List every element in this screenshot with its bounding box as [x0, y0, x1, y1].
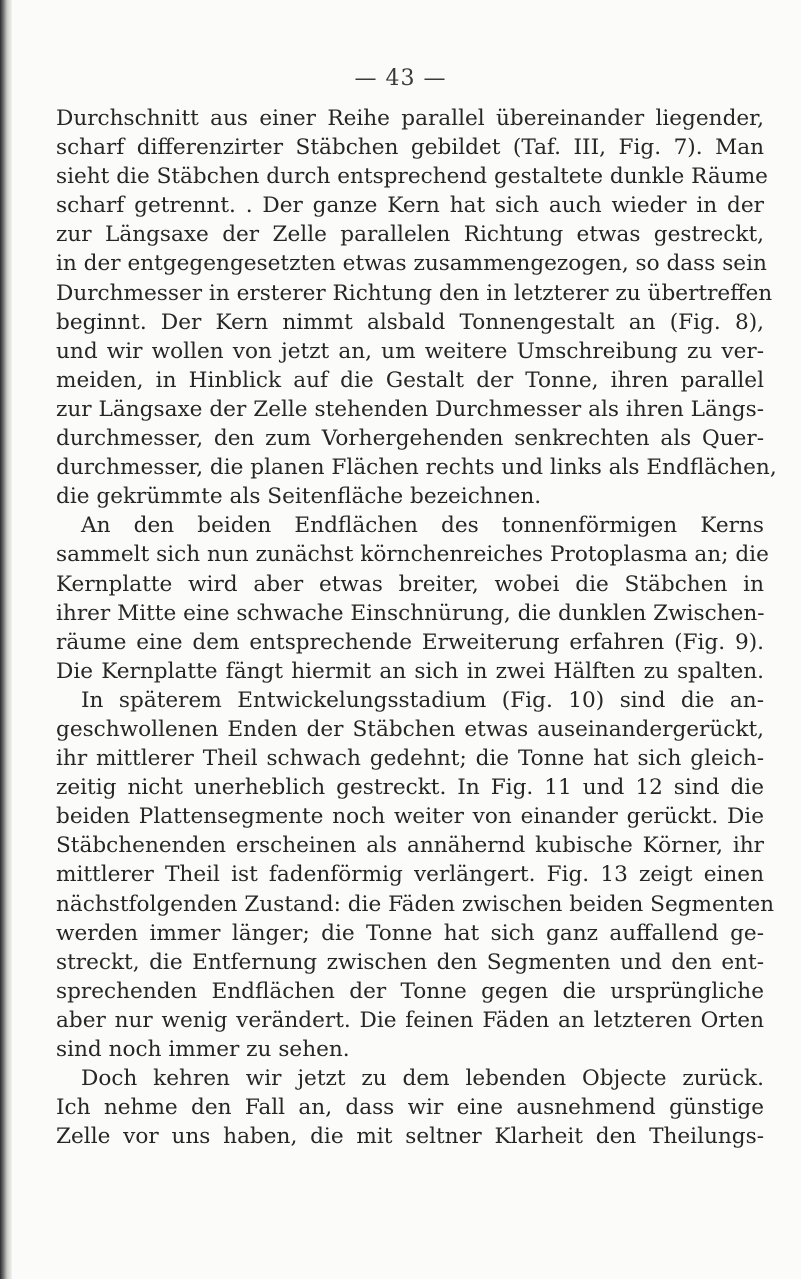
text-line: in der entgegengesetzten etwas zusammengezogen, so dass sein — [56, 251, 767, 277]
page-number: — 43 — — [354, 66, 447, 91]
page-binding-edge — [0, 0, 12, 1279]
text-line: geschwollenen Enden der Stäbchen etwas auseinandergerückt, — [56, 716, 764, 742]
text-line: die gekrümmte als Seitenfläche bezeichnen. — [56, 484, 542, 510]
text-line: sammelt sich nun zunächst körnchenreiches Protoplasma an; die — [56, 542, 769, 568]
text-line: sieht die Stäbchen durch entsprechend gestaltete dunkle Räume — [56, 164, 768, 190]
text-line: beginnt. Der Kern nimmt alsbald Tonnengestalt an (Fig. 8), — [56, 309, 764, 335]
text-line: zur Längsaxe der Zelle stehenden Durchmesser als ihren Längs- — [56, 396, 764, 422]
text-line: An den beiden Endflächen des tonnenförmigen Kerns — [81, 513, 764, 539]
text-line: werden immer länger; die Tonne hat sich ganz auffallend ge- — [56, 920, 764, 946]
text-line: streckt, die Entfernung zwischen den Segmenten und den ent- — [56, 949, 764, 975]
text-line: beiden Plattensegmente noch weiter von einander gerückt. Die — [56, 804, 764, 830]
text-line: Durchschnitt aus einer Reihe parallel übereinander liegender, — [56, 106, 764, 131]
text-line: räume eine dem entsprechende Erweiterung erfahren (Fig. 9). — [56, 629, 764, 655]
text-line: ihrer Mitte eine schwache Einschnürung, die dunklen Zwischen- — [56, 600, 765, 626]
text-line: Doch kehren wir jetzt zu dem lebenden Objecte zurück. — [81, 1066, 764, 1092]
text-line: zur Längsaxe der Zelle parallelen Richtung etwas gestreckt, — [56, 222, 764, 248]
text-line: durchmesser, die planen Flächen rechts und links als Endflächen, — [56, 455, 777, 481]
text-line: nächstfolgenden Zustand: die Fäden zwischen beiden Segmenten — [56, 891, 775, 917]
text-line: aber nur wenig verändert. Die feinen Fäden an letzteren Orten — [56, 1007, 764, 1033]
text-line: ihr mittlerer Theil schwach gedehnt; die Tonne hat sich gleich- — [56, 746, 764, 772]
text-line: Kernplatte wird aber etwas breiter, wobei die Stäbchen in — [56, 571, 764, 597]
text-line: In späterem Entwickelungsstadium (Fig. 10) sind die an- — [81, 687, 764, 713]
body-text — [56, 104, 777, 1151]
text-line: zeitig nicht unerheblich gestreckt. In Fig. 11 und 12 sind die — [56, 775, 764, 801]
text-line: scharf differenzirter Stäbchen gebildet (Taf. III, Fig. 7). Man — [56, 135, 764, 161]
text-line: sind noch immer zu sehen. — [56, 1037, 350, 1062]
text-line: Die Kernplatte fängt hiermit an sich in zwei Hälften zu spalten. — [56, 658, 764, 684]
text-line: mittlerer Theil ist fadenförmig verlängert. Fig. 13 zeigt einen — [56, 862, 764, 888]
text-line: und wir wollen von jetzt an, um weitere Umschreibung zu ver- — [56, 338, 764, 364]
text-line: durchmesser, den zum Vorhergehenden senkrechten als Quer- — [56, 426, 764, 452]
text-line: scharf getrennt. . Der ganze Kern hat sich auch wieder in der — [56, 193, 764, 219]
text-line: Stäbchenenden erscheinen als annähernd kubische Körner, ihr — [56, 833, 764, 859]
text-line: Durchmesser in ersterer Richtung den in letzterer zu übertreffen — [56, 280, 773, 306]
text-line: Ich nehme den Fall an, dass wir eine ausnehmend günstige — [56, 1095, 764, 1121]
text-line: sprechenden Endflächen der Tonne gegen die ursprüngliche — [56, 978, 764, 1004]
text-line: meiden, in Hinblick auf die Gestalt der Tonne, ihren parallel — [56, 367, 764, 393]
text-line: Zelle vor uns haben, die mit seltner Klarheit den Theilungs- — [56, 1124, 764, 1150]
